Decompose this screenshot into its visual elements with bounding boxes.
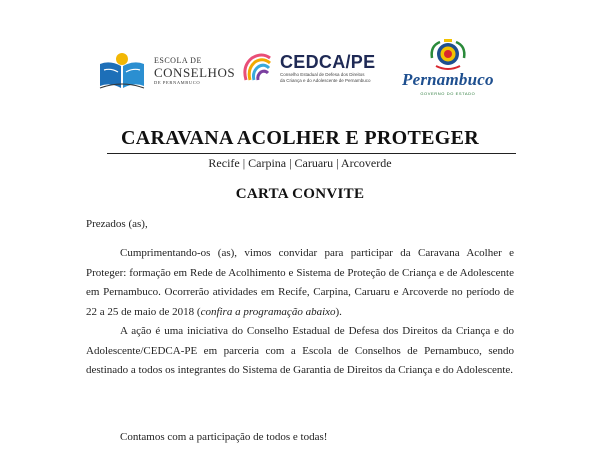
coat-of-arms-icon <box>428 38 468 72</box>
paragraph-1 <box>86 244 514 322</box>
escola-line3: DE PERNAMBUCO <box>154 79 201 85</box>
cedca-line2: da Criança e do Adolescente de Pernambuco <box>280 77 371 83</box>
greeting: Prezados (as), <box>86 218 148 230</box>
logos-header <box>0 36 600 106</box>
cedca-logo <box>240 50 375 86</box>
escola-line2: CONSELHOS <box>154 64 236 80</box>
pernambuco-name: Pernambuco <box>402 70 494 89</box>
pernambuco-government-logo <box>402 38 494 96</box>
paragraph-1-italic: confira a programação abaixo <box>200 305 336 318</box>
closing-line: Contamos com a participação de todos e todas! <box>120 431 328 443</box>
document-title: CARAVANA ACOLHER E PROTEGER <box>121 127 479 149</box>
paragraph-1-end: ). <box>335 305 342 318</box>
pernambuco-sub: GOVERNO DO ESTADO <box>420 91 476 96</box>
cedca-swirl-icon <box>240 50 276 86</box>
cedca-line1: Conselho Estadual de Defesa dos Direitos <box>280 72 365 77</box>
paragraph-2: A ação é uma iniciativa do Conselho Estadual de Defesa dos Direitos da Criança e do Adolescente/CEDCA-PE em parceria com a Escola de Conselhos de Pernambuco, sendo destinado a todos os integrantes do Sistema de Garantia de Direitos da Criança e do Adolescente. <box>86 325 514 376</box>
open-book-icon <box>96 50 148 92</box>
cities-line: Recife | Carpina | Caruaru | Arcoverde <box>208 156 392 170</box>
escola-line1: ESCOLA DE <box>154 55 202 65</box>
document-subtitle: CARTA CONVITE <box>235 186 365 202</box>
paragraph-1-text: Cumprimentando-os (as), vimos convidar para participar da Caravana Acolher e Proteger: formação em Rede de Acolhimento e Sistema de Proteção de Criança e de Adolescente em Pernambuco. Ocorrerão atividades em Recife, Carpina, Caruaru e Arcoverde no período de 22 a 25 de maio de 2018 ( <box>86 247 514 318</box>
escola-de-conselhos-logo <box>96 50 235 92</box>
title-divider <box>107 153 516 154</box>
cedca-name: CEDCA/PE <box>280 52 376 72</box>
